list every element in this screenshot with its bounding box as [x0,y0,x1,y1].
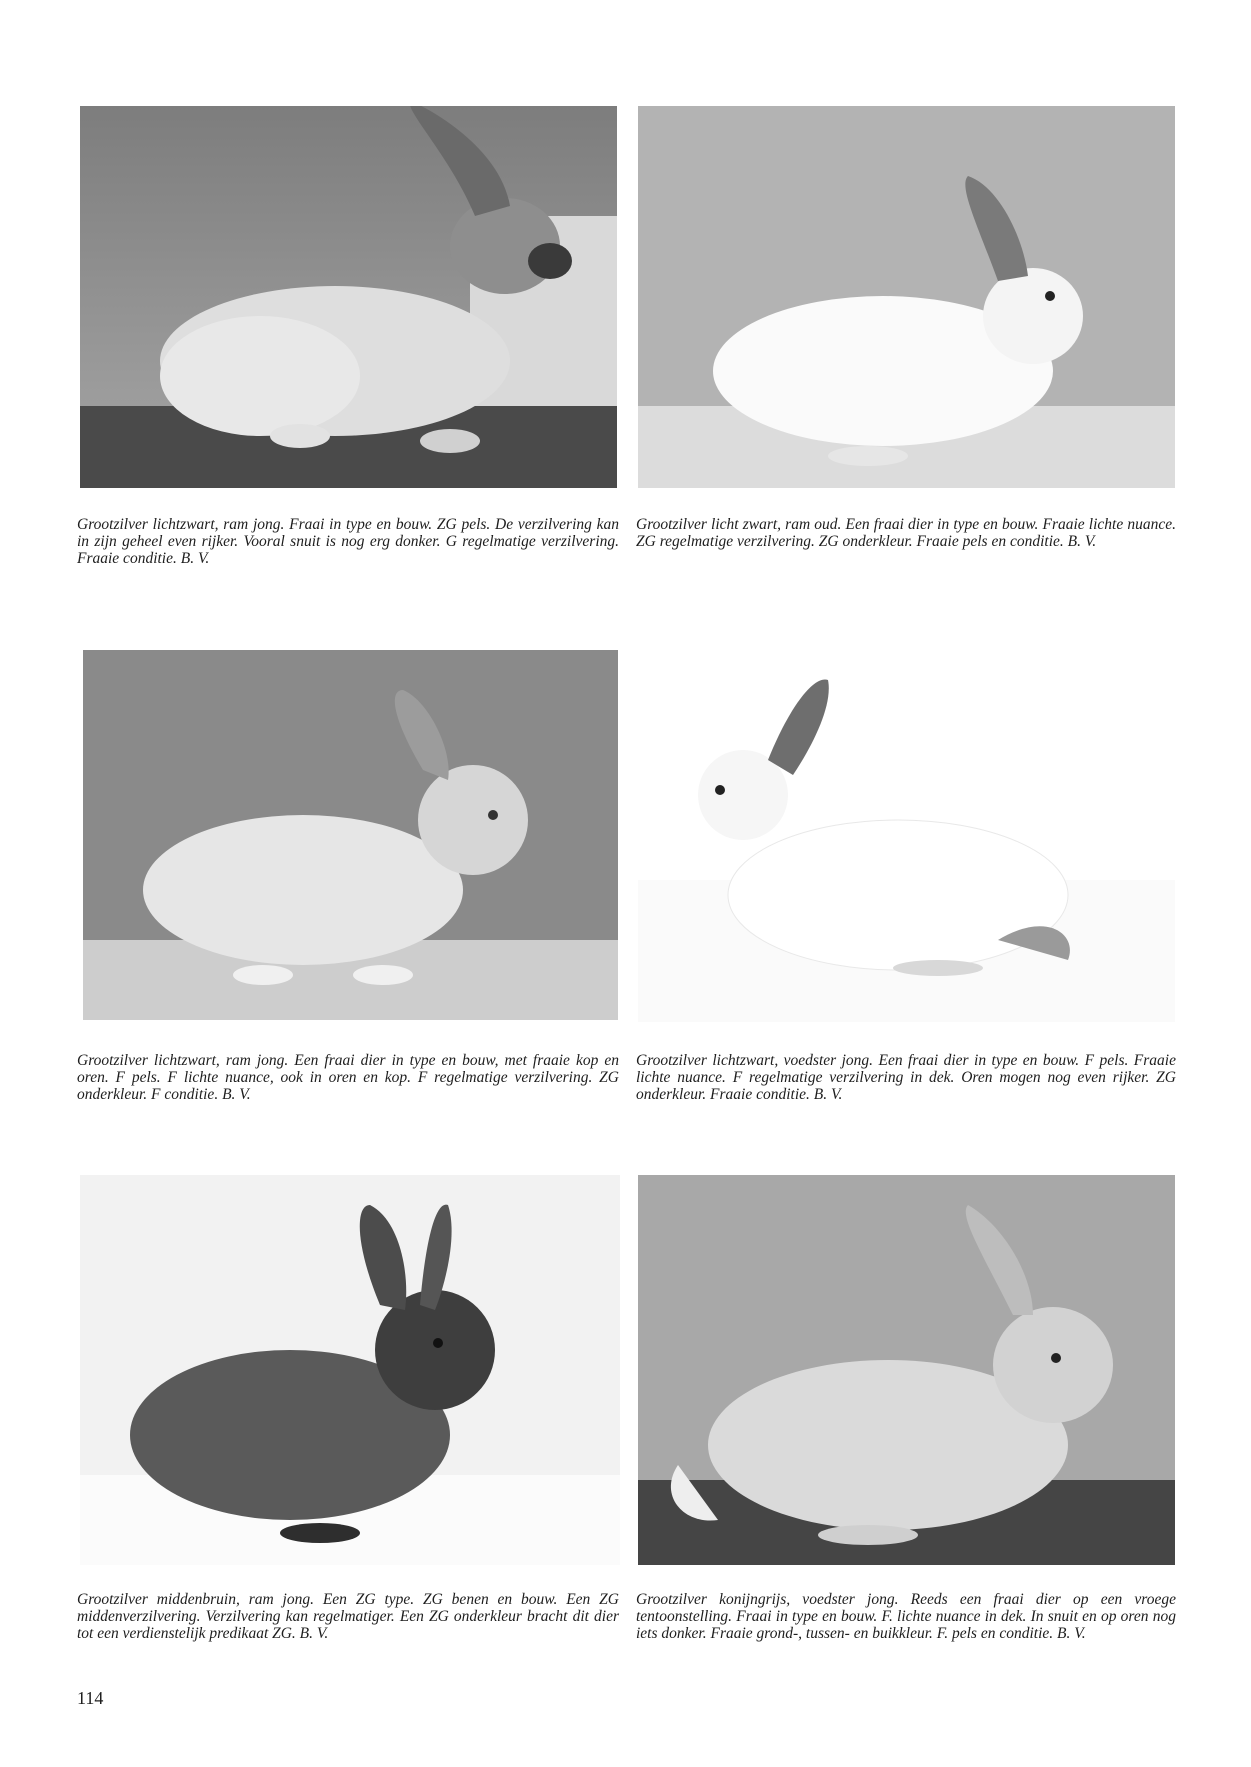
plate-caption-2: Grootzilver licht zwart, ram oud. Een fraai dier in type en bouw. Fraaie lichte nuance. ZG regelmatige verzilvering. ZG onderkleur. Fraaie pels en conditie. B. V. [636,516,1176,550]
rabbit-photo-5 [80,1175,620,1565]
rabbit-photo-6 [638,1175,1175,1565]
plate-caption-4: Grootzilver lichtzwart, voedster jong. Een fraai dier in type en bouw. F pels. Fraaie lichte nuance. F regelmatige verzilvering in dek. Oren mogen nog even rijker. ZG onderkleur. Fraaie conditie. B. V. [636,1052,1176,1103]
rabbit-photo-4 [638,650,1175,1022]
page-number: 114 [77,1688,104,1708]
rabbit-photo-3 [83,650,618,1020]
rabbit-photo-1 [80,106,617,488]
plate-caption-3: Grootzilver lichtzwart, ram jong. Een fraai dier in type en bouw, met fraaie kop en oren. F pels. F lichte nuance, ook in oren en kop. F regelmatige verzilvering. ZG onderkleur. F conditie. B. V. [77,1052,619,1103]
rabbit-photo-2 [638,106,1175,488]
plate-caption-5: Grootzilver middenbruin, ram jong. Een ZG type. ZG benen en bouw. Een ZG middenverzilvering. Verzilvering kan regelmatiger. Een ZG onderkleur bracht dit dier tot een verdienstelijk predikaat ZG. B. V. [77,1591,619,1642]
plate-caption-1: Grootzilver lichtzwart, ram jong. Fraai in type en bouw. ZG pels. De verzilvering kan in zijn geheel even rijker. Vooral snuit is nog erg donker. G regelmatige verzilvering. Fraaie conditie. B. V. [77,516,619,567]
plate-caption-6: Grootzilver konijngrijs, voedster jong. Reeds een fraai dier op een vroege tentoonstelling. Fraai in type en bouw. F. lichte nuance in dek. In snuit en op oren nog iets donker. Fraaie grond-, tussen- en buikkleur. F. pels en conditie. B. V. [636,1591,1176,1642]
